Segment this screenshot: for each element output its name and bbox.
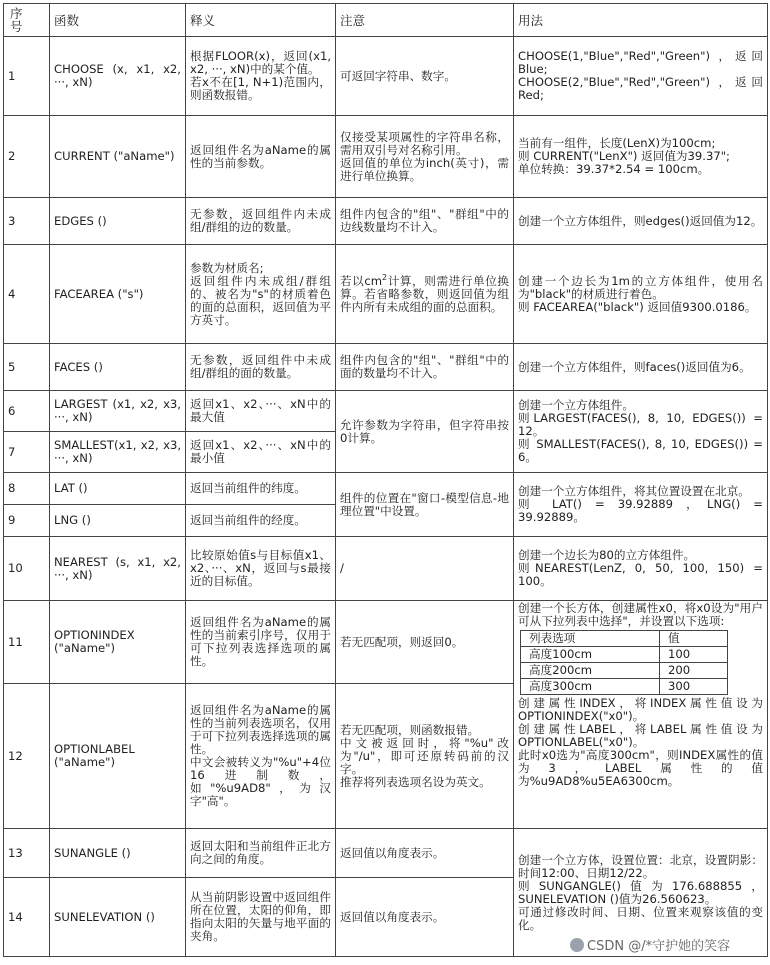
header-function: 函数	[50, 4, 186, 37]
note-cell	[336, 198, 514, 245]
text-fragment: 计算，则需进行单位换算。若省略参数，则返回值为组件内所有未成组的面的总面积。	[340, 273, 509, 314]
table-row	[4, 245, 768, 344]
row-index: 4	[4, 245, 50, 344]
function-cell: EDGES ()	[50, 198, 186, 245]
note-cell	[336, 37, 514, 116]
text-line: 返回当前组件的纬度。	[190, 481, 306, 495]
text-line: 创建属性LABEL，将LABEL属性值设为OPTIONLABEL("x0")。	[518, 722, 763, 749]
usage-cell	[514, 245, 768, 344]
usage-cell	[514, 391, 768, 473]
text-line: 若无匹配项，则函数报错。	[340, 722, 480, 737]
text-line: 从当前阴影设置中返回组件所在位置，太阳的仰角，即指向太阳的矢量与地平面的夹角。	[190, 890, 331, 943]
header-description: 释义	[186, 4, 336, 37]
options-row	[521, 663, 728, 679]
text-line: 则NEAREST(LenZ, 0, 50, 100, 150) = 100。	[518, 561, 763, 588]
function-cell: NEAREST (s, x1, x2, ···, xN)	[50, 537, 186, 601]
usage-cell	[514, 37, 768, 116]
text-line: 中文会被转义为"%u"+4位16进制数，如"%u9AD8"，为汉字"高"。	[190, 755, 331, 808]
text-line: 组件内包含的"组"、"群组"中的面的数量均不计入。	[340, 353, 509, 380]
note-cell	[336, 601, 514, 684]
row-index: 5	[4, 344, 50, 391]
text-line: 返回x1、x2、···、xN中的最小值	[190, 438, 331, 465]
description-cell	[186, 537, 336, 601]
header-usage: 用法	[514, 4, 768, 37]
options-table	[520, 630, 728, 695]
usage-cell	[514, 116, 768, 198]
usage-cell	[514, 344, 768, 391]
option-label: 高度300cm	[521, 679, 660, 695]
text-line: 返回太阳和当前组件正北方向之间的角度。	[190, 839, 331, 866]
text-line: 返回值以角度表示。	[340, 845, 445, 860]
option-value: 100	[659, 647, 727, 663]
text-line: 仅接受某项属性的字符串名称，需用双引号对名称引用。	[340, 129, 509, 157]
options-header-label: 列表选项	[521, 631, 660, 647]
note-cell	[336, 684, 514, 829]
row-index: 2	[4, 116, 50, 198]
description-cell	[186, 116, 336, 198]
text-line: 创建一个立方体组件。	[518, 398, 634, 412]
text-line: 返回值以角度表示。	[340, 909, 445, 924]
text-line: 允许参数为字符串，但字符串按0计算。	[340, 417, 509, 445]
table-row	[4, 344, 768, 391]
function-cell: LAT ()	[50, 473, 186, 505]
header-index-line1: 序	[10, 6, 23, 21]
text-line: 则SUNGANGLE()值为176.688855，SUNELEVATION ()值为26.560623。	[518, 878, 763, 906]
row-index: 13	[4, 829, 50, 878]
text-line: 返回组件名为aName的属性的当前参数。	[190, 142, 331, 170]
table-row	[4, 537, 768, 601]
usage-cell	[514, 198, 768, 245]
function-cell: OPTIONINDEX ("aName")	[50, 601, 186, 684]
text-line: 单位转换：39.37*2.54 = 100cm。	[518, 162, 710, 176]
description-cell	[186, 473, 336, 505]
note-cell	[336, 829, 514, 878]
description-cell	[186, 391, 336, 432]
function-cell: CURRENT ("aName")	[50, 116, 186, 198]
text-line: 返回x1、x2、···、xN中的最大值	[190, 397, 331, 424]
description-cell	[186, 432, 336, 473]
row-index: 12	[4, 684, 50, 829]
text-line: 可返回字符串、数字。	[340, 68, 456, 83]
text-line: 无参数，返回组件中未成组/群组的面的数量。	[190, 353, 331, 380]
note-cell	[336, 116, 514, 198]
text-line: 则 LAT() = 39.92889 ，LNG() = 39.92889。	[518, 497, 763, 524]
row-index: 7	[4, 432, 50, 473]
header-index-line2: 号	[10, 19, 23, 34]
table-row	[4, 829, 768, 878]
table-row	[4, 198, 768, 245]
text-line: 参数为材质名;	[190, 260, 264, 275]
options-header-value: 值	[659, 631, 727, 647]
table-row	[4, 473, 768, 505]
text-line: 创建一个立方体组件，则faces()返回值为6。	[518, 359, 751, 374]
usage-cell	[514, 601, 768, 829]
function-cell: OPTIONLABEL ("aName")	[50, 684, 186, 829]
text-line: 比较原始值s与目标值x1、x2、···、xN，返回与s最接近的目标值。	[190, 548, 331, 588]
text-line: 若x不在[1, N+1)范围内，则函数报错。	[190, 75, 331, 102]
options-header-row	[521, 631, 728, 647]
description-cell	[186, 505, 336, 537]
function-cell: LNG ()	[50, 505, 186, 537]
note-cell	[336, 245, 514, 344]
options-row	[521, 647, 728, 663]
header-note: 注意	[336, 4, 514, 37]
text-line: 创建一个立方体，设置位置：北京，设置阴影：时间12:00、日期12/22。	[518, 852, 763, 880]
row-index: 11	[4, 601, 50, 684]
function-cell: SMALLEST(x1, x2, x3, ···, xN)	[50, 432, 186, 473]
text-line: 创建一个立方体组件，则edges()返回值为12。	[518, 213, 763, 228]
description-cell	[186, 245, 336, 344]
note-cell	[336, 344, 514, 391]
description-cell	[186, 37, 336, 116]
text-line: 无参数，返回组件内未成组/群组的边的数量。	[190, 207, 331, 234]
watermark	[570, 935, 730, 954]
description-cell	[186, 198, 336, 245]
note-cell	[336, 537, 514, 601]
text-line: 当前有一组件，长度(LenX)为100cm;	[518, 136, 716, 150]
table-row	[4, 391, 768, 432]
text-line: CHOOSE(2,"Blue","Red","Green") ，返回Red;	[518, 75, 763, 102]
description-cell	[186, 829, 336, 878]
functions-table	[3, 3, 768, 957]
description-cell	[186, 878, 336, 957]
text-line: 返回当前组件的经度。	[190, 513, 306, 527]
text-line: 创建一个边长为80的立方体组件。	[518, 548, 696, 562]
function-cell: SUNANGLE ()	[50, 829, 186, 878]
text-line: 根据FLOOR(x)，返回(x1, x2, ···, xN)中的某个值。	[190, 49, 331, 76]
note-cell	[336, 391, 514, 473]
note-cell	[336, 473, 514, 537]
text-line: 组件的位置在"窗口-模型信息-地理位置"中设置。	[340, 490, 509, 518]
function-cell: SUNELEVATION ()	[50, 878, 186, 957]
text-line: 若无匹配项，则返回0。	[340, 634, 464, 649]
text-line: 创建一个长方体，创建属性x0，将x0设为"用户可从下拉列表中选择"，并设置以下选项:	[518, 601, 763, 628]
row-index: 3	[4, 198, 50, 245]
text-line: CHOOSE(1,"Blue","Red","Green") ，返回Blue;	[518, 49, 763, 76]
text-fragment: 若以cm	[340, 273, 383, 288]
text-line: 此时x0选为"高度300cm"，则INDEX属性的值为3，LABEL属性的值为%u9AD8%u5EA6300cm。	[518, 748, 763, 788]
text-line: 返回值的单位为inch(英寸)，需进行单位换算。	[340, 155, 509, 183]
row-index: 14	[4, 878, 50, 957]
table-row	[4, 37, 768, 116]
table-header-row	[4, 4, 768, 37]
table-row	[4, 116, 768, 198]
option-label: 高度200cm	[521, 663, 660, 679]
text-line: 创建一个边长为1m的立方体组件，使用名为"black"的材质进行着色。	[518, 273, 763, 301]
text-line: 返回组件名为aName的属性的当前列表选项名，仅用于可下拉列表选择选项的属性。	[190, 703, 331, 756]
row-index: 1	[4, 37, 50, 116]
header-index	[4, 4, 50, 37]
function-cell: FACEAREA ("s")	[50, 245, 186, 344]
text-line: 返回组件名为aName的属性的当前索引序号，仅用于可下拉列表选择选项的属性。	[190, 615, 331, 668]
text-line: 则 FACEAREA("black") 返回值9300.0186。	[518, 299, 757, 314]
row-index: 9	[4, 505, 50, 537]
text-line: 则LARGEST(FACES(), 8, 10, EDGES()) = 12。	[518, 411, 763, 438]
usage-cell	[514, 537, 768, 601]
watermark-text: CSDN @/*守护她的笑容	[587, 939, 731, 954]
row-index: 10	[4, 537, 50, 601]
text-line: 返回组件内未成组/群组的、被名为"s"的材质着色的面的总面积，返回值为平方英寸。	[190, 273, 331, 327]
description-cell	[186, 344, 336, 391]
option-value: 200	[659, 663, 727, 679]
description-cell	[186, 684, 336, 829]
option-label: 高度100cm	[521, 647, 660, 663]
options-row	[521, 679, 728, 695]
text-line: 推荐将列表选项名设为英文。	[340, 774, 491, 789]
description-cell	[186, 601, 336, 684]
text-line: 创建一个立方体组件，将其位置设置在北京。	[518, 484, 750, 498]
text-line: 则 SMALLEST(FACES(), 8, 10, EDGES()) = 6。	[518, 437, 763, 464]
table-row	[4, 601, 768, 684]
csdn-logo-icon	[570, 938, 584, 952]
text-line: /	[340, 561, 344, 575]
function-cell: CHOOSE (x, x1, x2, ···, xN)	[50, 37, 186, 116]
text-line: 则 CURRENT("LenX") 返回值为39.37";	[518, 149, 730, 163]
function-cell: FACES ()	[50, 344, 186, 391]
row-index: 8	[4, 473, 50, 505]
text-line: 中文被返回时，将"%u"改为"/u"，即可还原转码前的汉字。	[340, 735, 509, 776]
option-value: 300	[659, 679, 727, 695]
row-index: 6	[4, 391, 50, 432]
text-line: 组件内包含的"组"、"群组"中的边线数量均不计入。	[340, 207, 509, 234]
function-cell: LARGEST (x1, x2, x3, ···, xN)	[50, 391, 186, 432]
text-line: 创建属性INDEX，将INDEX属性值设为OPTIONINDEX("x0")。	[518, 696, 763, 723]
superscript: 2	[382, 272, 388, 282]
usage-cell	[514, 473, 768, 537]
note-cell	[336, 878, 514, 957]
text-line: 可通过修改时间、日期、位置来观察该值的变化。	[518, 904, 763, 932]
